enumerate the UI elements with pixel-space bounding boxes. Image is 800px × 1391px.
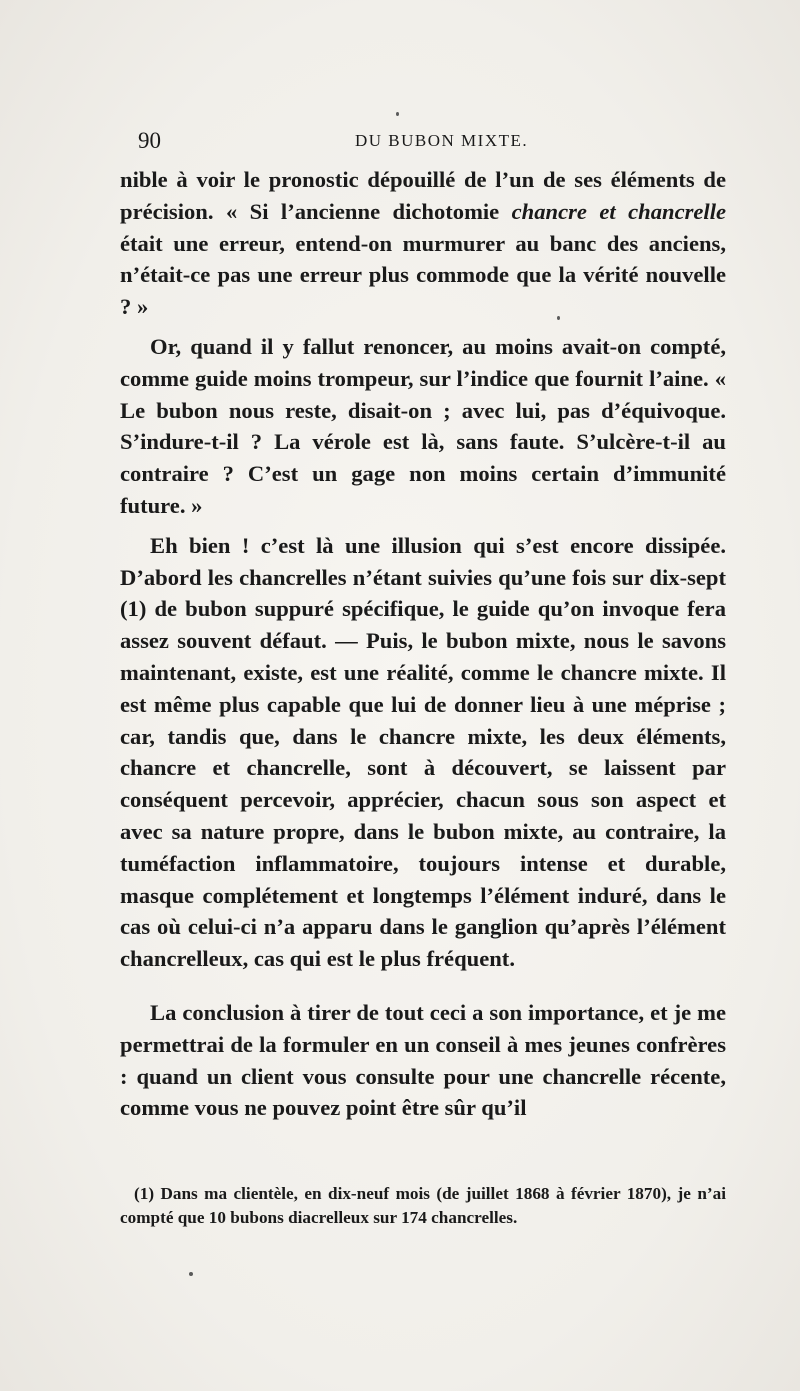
body-text (120, 164, 726, 1124)
running-title: DU BUBON MIXTE. (355, 131, 529, 150)
paragraph-1-text-b: était une erreur, entend-on murmurer au banc des anciens, n’était-ce pas une erreur plus commode que la vérité nouvelle ? » (120, 230, 726, 320)
ink-speck (557, 316, 560, 320)
paragraph-4: La conclusion à tirer de tout ceci a son importance, et je me permettrai de la formuler en un conseil à mes jeunes confrères : quand un client vous consulte pour une chancrelle récente, comme vous ne pouvez point être sûr qu’il (120, 999, 726, 1121)
ink-speck (189, 1272, 193, 1276)
paragraph-1 (120, 164, 726, 323)
paragraph-1-text-a: nible à voir le pronostic dépouillé de l’un de ses éléments de précision. « Si l’ancienne dichotomie (120, 167, 726, 224)
page-header (138, 128, 728, 156)
paragraph-1-italic: chancre et chancrelle (511, 198, 726, 224)
paragraph-2: Or, quand il y fallut renoncer, au moins avait-on compté, comme guide moins trompeur, sur l’indice que fournit l’aine. « Le bubon nous reste, disait-on ; avec lui, pas d’équivoque. S’indure-t-il ? La vérole est là, sans faute. S’ulcère-t-il au contraire ? C’est un gage non moins certain d’immunité future. » (120, 333, 726, 518)
page-number: 90 (138, 128, 161, 153)
paragraph-3: Eh bien ! c’est là une illusion qui s’est encore dissipée. D’abord les chancrelles n’étant suivies qu’une fois sur dix-sept (1) de bubon suppuré spécifique, le guide qu’on invoque fera assez souvent défaut. — Puis, le bubon mixte, nous le savons maintenant, existe, est une réalité, comme le chancre mixte. Il est même plus capable que lui de donner lieu à une méprise ; car, tandis que, dans le chancre mixte, les deux éléments, chancre et chancrelle, sont à découvert, se laissent par conséquent percevoir, apprécier, chacun sous son aspect et avec sa nature propre, dans le bubon mixte, au contraire, la tuméfaction inflammatoire, toujours intense et durable, masque complétement et longtemps l’élément induré, dans le cas où celui-ci n’a apparu dans le ganglion qu’après l’élément chancrelleux, cas qui est le plus fréquent. (120, 532, 726, 972)
ink-speck (396, 112, 399, 116)
footnote: (1) Dans ma clientèle, en dix-neuf mois (de juillet 1868 à février 1870), je n’ai compté que 10 bubons diacrelleux sur 174 chancrelles. (120, 1184, 726, 1227)
